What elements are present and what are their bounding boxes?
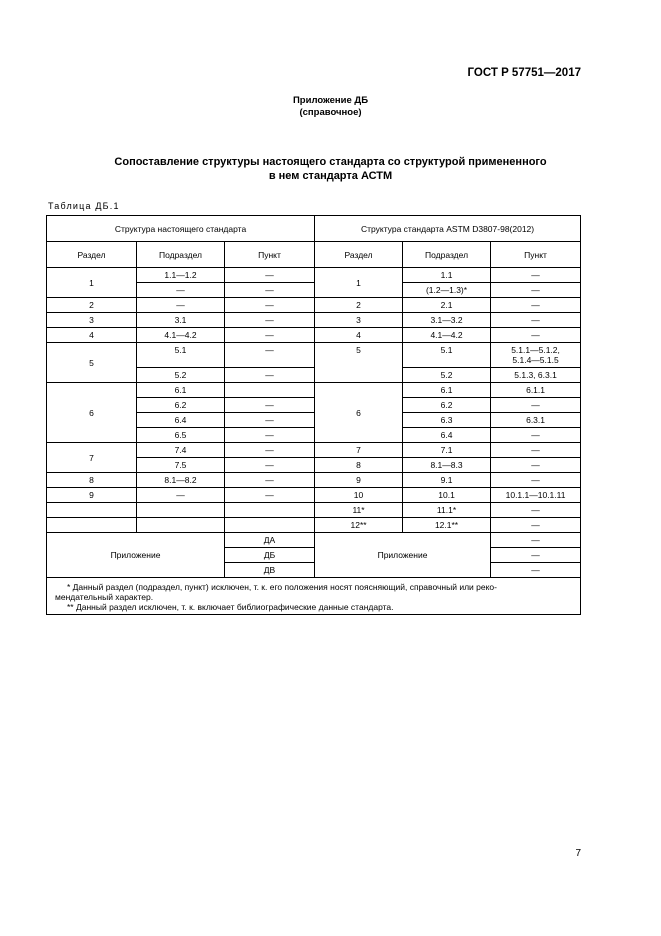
cell: 6.1.1 (491, 383, 581, 398)
cell: ДБ (225, 548, 315, 563)
cell: 6.4 (403, 428, 491, 443)
note-1-line-1: * Данный раздел (подраздел, пункт) исключен, т. к. его положения носят поясняющий, справочный или реко- (67, 582, 497, 592)
section-title-line1: Сопоставление структуры настоящего стандарта со структурой примененного (114, 156, 547, 168)
cell: — (491, 428, 581, 443)
cell (491, 343, 581, 368)
table-row (47, 328, 581, 343)
table-notes (47, 578, 581, 615)
cell: — (491, 548, 581, 563)
col-header-razdel: Раздел (47, 242, 137, 268)
cell: 6.1 (403, 383, 491, 398)
cell: 10.1.1—10.1.11 (491, 488, 581, 503)
cell: — (225, 283, 315, 298)
appendix-heading (0, 95, 661, 119)
table-row (47, 443, 581, 458)
col-header-punkt: Пункт (491, 242, 581, 268)
table-header-row (47, 216, 581, 242)
cell: 3.1 (137, 313, 225, 328)
cell: — (225, 268, 315, 283)
table-row (47, 488, 581, 503)
cell: Приложение (47, 533, 225, 578)
note-1-line-2: мендательный характер. (55, 592, 154, 602)
cell: 8 (315, 458, 403, 473)
cell: — (491, 313, 581, 328)
cell: — (491, 458, 581, 473)
cell: 11* (315, 503, 403, 518)
cell: — (491, 268, 581, 283)
note-2: ** Данный раздел исключен, т. к. включает библиографические данные стандарта. (67, 602, 394, 612)
table-row (47, 343, 581, 368)
cell: 5.1.3, 6.3.1 (491, 368, 581, 383)
cell: 1.1 (403, 268, 491, 283)
cell: 9 (315, 473, 403, 488)
group-header-right: Структура стандарта ASTM D3807-98(2012) (315, 216, 581, 242)
cell: 7 (47, 443, 137, 473)
cell: — (225, 488, 315, 503)
col-header-razdel: Раздел (315, 242, 403, 268)
cell: 1 (47, 268, 137, 298)
cell: — (225, 298, 315, 313)
cell: — (137, 298, 225, 313)
cell: — (225, 313, 315, 328)
col-header-punkt: Пункт (225, 242, 315, 268)
cell (225, 383, 315, 398)
document-code: ГОСТ Р 57751—2017 (467, 67, 581, 79)
cell: 5.1 (137, 343, 225, 368)
cell: 5.1 (403, 343, 491, 368)
group-header-left: Структура настоящего стандарта (47, 216, 315, 242)
cell: — (225, 328, 315, 343)
cell: 3.1—3.2 (403, 313, 491, 328)
cell: 6.3.1 (491, 413, 581, 428)
cell: — (491, 328, 581, 343)
cell (225, 503, 315, 518)
cell: 8.1—8.2 (137, 473, 225, 488)
cell-line: 5.1.4—5.1.5 (512, 355, 559, 365)
cell: 6.2 (137, 398, 225, 413)
table-row (47, 533, 581, 548)
table-notes-row (47, 578, 581, 615)
section-title-line2: в нем стандарта АСТМ (268, 170, 393, 182)
cell: 6.2 (403, 398, 491, 413)
table-row (47, 298, 581, 313)
cell: 1.1—1.2 (137, 268, 225, 283)
col-header-podrazdel: Подраздел (137, 242, 225, 268)
cell: — (225, 473, 315, 488)
cell: (1.2—1.3)* (403, 283, 491, 298)
table-caption: Таблица ДБ.1 (48, 201, 120, 211)
cell: 8 (47, 473, 137, 488)
table-row (47, 268, 581, 283)
cell: — (491, 398, 581, 413)
cell: 6 (315, 383, 403, 443)
cell-line: 5.1.1—5.1.2, (511, 345, 560, 355)
cell: — (491, 473, 581, 488)
cell: 6.4 (137, 413, 225, 428)
cell: 7.1 (403, 443, 491, 458)
cell: 11.1* (403, 503, 491, 518)
cell: 7 (315, 443, 403, 458)
cell: — (225, 458, 315, 473)
table-row (47, 473, 581, 488)
cell: — (225, 368, 315, 383)
cell: 12** (315, 518, 403, 533)
cell: — (491, 443, 581, 458)
cell: 3 (315, 313, 403, 328)
cell: 4 (315, 328, 403, 343)
cell: ДА (225, 533, 315, 548)
cell: 5 (315, 343, 403, 383)
structure-comparison-table (46, 215, 581, 615)
cell: 2 (47, 298, 137, 313)
cell (137, 518, 225, 533)
table-row (47, 383, 581, 398)
cell: 6 (47, 383, 137, 443)
cell: — (225, 413, 315, 428)
appendix-subtitle: (справочное) (299, 107, 362, 118)
cell: — (491, 533, 581, 548)
cell: 8.1—8.3 (403, 458, 491, 473)
table-row (47, 313, 581, 328)
cell: — (491, 298, 581, 313)
table-row (47, 518, 581, 533)
cell: 4 (47, 328, 137, 343)
cell: — (225, 343, 315, 368)
cell: 5.2 (403, 368, 491, 383)
cell (137, 503, 225, 518)
cell: 4.1—4.2 (137, 328, 225, 343)
cell: — (137, 283, 225, 298)
cell: — (225, 398, 315, 413)
table-header-row (47, 242, 581, 268)
cell: — (491, 563, 581, 578)
cell (47, 503, 137, 518)
cell: 2.1 (403, 298, 491, 313)
cell: 9.1 (403, 473, 491, 488)
cell: 1 (315, 268, 403, 298)
cell: — (491, 518, 581, 533)
cell: — (491, 283, 581, 298)
cell: — (225, 428, 315, 443)
cell: 6.1 (137, 383, 225, 398)
cell: — (137, 488, 225, 503)
cell: 4.1—4.2 (403, 328, 491, 343)
cell (225, 518, 315, 533)
page-number: 7 (575, 848, 581, 859)
cell (47, 518, 137, 533)
cell: Приложение (315, 533, 491, 578)
cell: 2 (315, 298, 403, 313)
cell: 5.2 (137, 368, 225, 383)
cell: 10 (315, 488, 403, 503)
appendix-title: Приложение ДБ (292, 95, 369, 106)
cell: 12.1** (403, 518, 491, 533)
cell: 9 (47, 488, 137, 503)
cell: ДВ (225, 563, 315, 578)
cell: 6.5 (137, 428, 225, 443)
cell: 10.1 (403, 488, 491, 503)
cell: 7.4 (137, 443, 225, 458)
cell: 6.3 (403, 413, 491, 428)
cell: 5 (47, 343, 137, 383)
section-title (60, 155, 601, 183)
table-row (47, 503, 581, 518)
cell: 7.5 (137, 458, 225, 473)
cell: — (491, 503, 581, 518)
cell: 3 (47, 313, 137, 328)
cell: — (225, 443, 315, 458)
col-header-podrazdel: Подраздел (403, 242, 491, 268)
